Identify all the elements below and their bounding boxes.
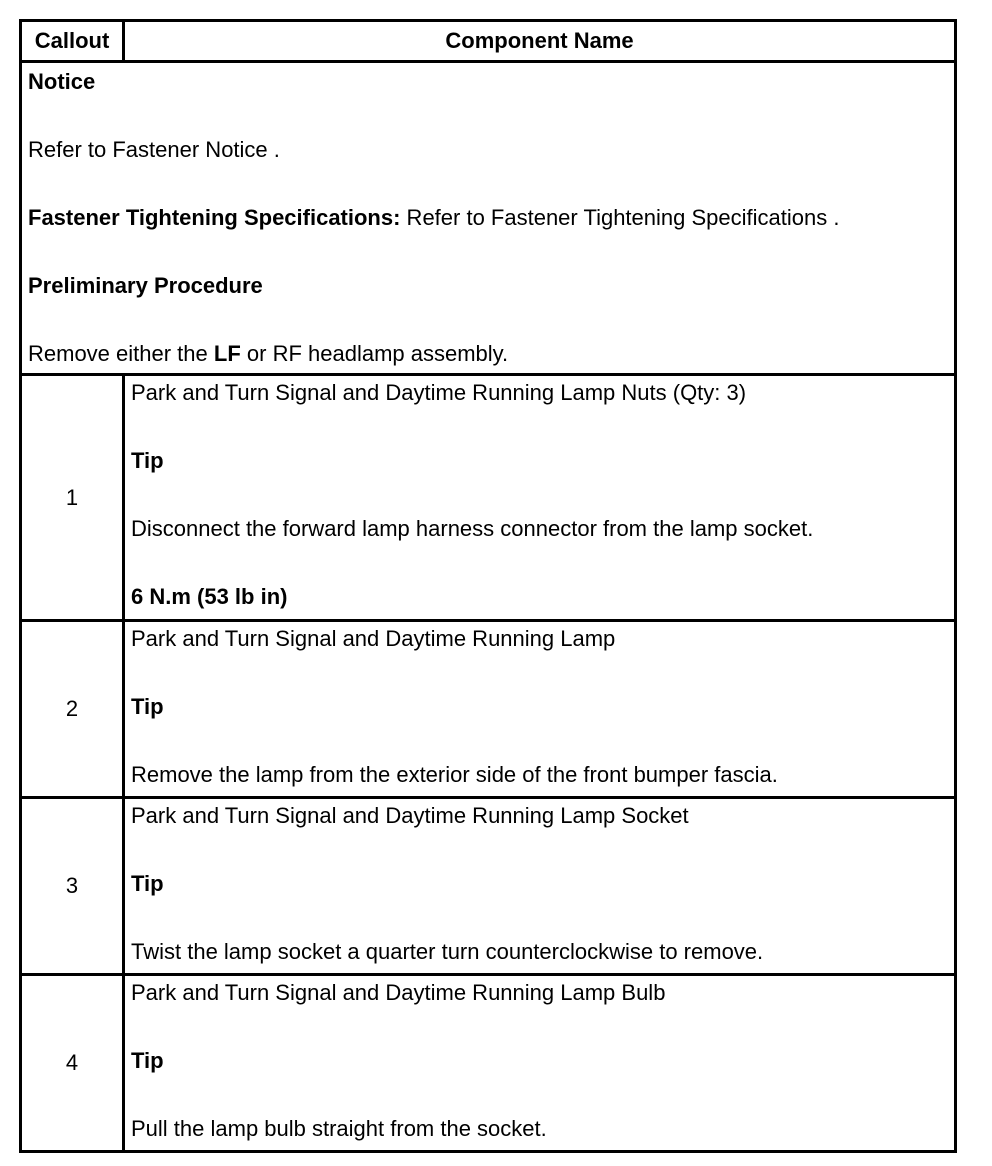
table-row (21, 375, 956, 621)
preliminary-procedure-text (28, 341, 950, 367)
notice-row (21, 62, 956, 375)
tip-label: Tip (131, 694, 164, 719)
fastener-spec-text: Refer to Fastener Tightening Specifications . (400, 205, 840, 230)
component-name: Park and Turn Signal and Daytime Running Lamp Bulb (131, 980, 666, 1005)
tip-label: Tip (131, 1048, 164, 1073)
tip-text: Remove the lamp from the exterior side of the front bumper fascia. (131, 762, 778, 787)
component-cell (124, 798, 956, 975)
preliminary-procedure-title: Preliminary Procedure (28, 273, 263, 298)
notice-refer-text: Refer to Fastener Notice . (28, 137, 280, 162)
prelim-rf: RF (272, 341, 302, 366)
callout-number: 4 (21, 975, 124, 1152)
fastener-spec (28, 205, 950, 231)
header-row (21, 21, 956, 62)
fastener-spec-label: Fastener Tightening Specifications: (28, 205, 401, 230)
callout-number: 2 (21, 621, 124, 798)
component-cell (124, 621, 956, 798)
tip-text: Pull the lamp bulb straight from the socket. (131, 1116, 547, 1141)
component-name-header: Component Name (124, 21, 956, 62)
component-name: Park and Turn Signal and Daytime Running Lamp Socket (131, 803, 689, 828)
component-cell (124, 975, 956, 1152)
callout-header: Callout (21, 21, 124, 62)
tip-text: Disconnect the forward lamp harness connector from the lamp socket. (131, 516, 814, 541)
tip-label: Tip (131, 448, 164, 473)
callout-number: 3 (21, 798, 124, 975)
procedure-table (19, 19, 957, 1153)
notice-title: Notice (28, 69, 96, 94)
component-name: Park and Turn Signal and Daytime Running Lamp (131, 626, 616, 651)
torque-spec: 6 N.m (53 lb in) (131, 584, 288, 609)
prelim-or: or (240, 341, 273, 366)
callout-number: 1 (21, 375, 124, 621)
table-row (21, 798, 956, 975)
tip-label: Tip (131, 871, 164, 896)
component-name: Park and Turn Signal and Daytime Running Lamp Nuts (Qty: 3) (131, 380, 747, 405)
prelim-text-end: headlamp assembly. (301, 341, 509, 366)
prelim-lf: LF (213, 341, 241, 366)
notice-cell (21, 62, 956, 375)
tip-text: Twist the lamp socket a quarter turn counterclockwise to remove. (131, 939, 764, 964)
component-cell (124, 375, 956, 621)
table-row (21, 621, 956, 798)
table-row (21, 975, 956, 1152)
prelim-text-start: Remove either the (28, 341, 214, 366)
